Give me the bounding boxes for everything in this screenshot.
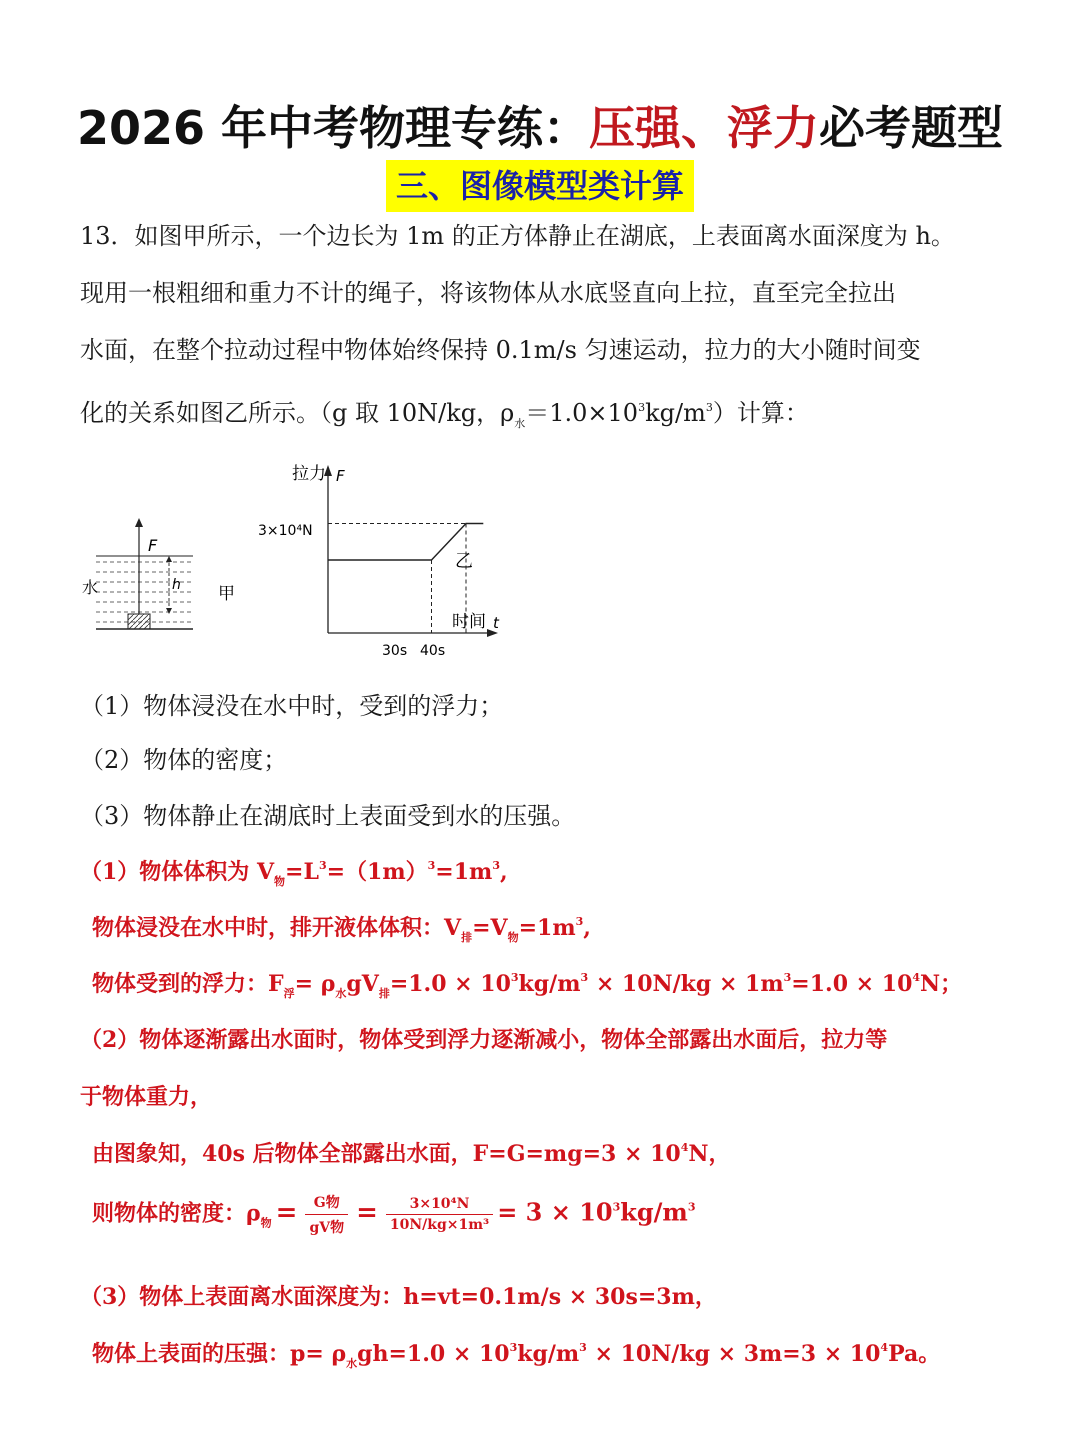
y-tick-label: 3×10⁴N: [258, 523, 313, 539]
fraction-density-values: $\frac{\text{3×10⁴N}}{\text{10N/kg×1m³}}$: [386, 1196, 493, 1233]
figure-b-chart: [250, 455, 530, 665]
question-line-4: 化的关系如图乙所示。（g 取 10N/kg，$\rho_水=1.0\times 10^3kg/m^3$）计算：: [80, 399, 809, 430]
answer-2-line-2: 于物体重力，: [80, 1084, 213, 1110]
title-part3: 必考题型: [819, 101, 1004, 155]
section-heading: 三、图像模型类计算: [386, 160, 694, 212]
x-axis-symbol: t: [493, 614, 499, 632]
title-part1: 2026 年中考物理专练：: [76, 101, 590, 155]
question-line-3: 水面，在整个拉动过程中物体始终保持 0.1m/s 匀速运动，拉力的大小随时间变: [80, 336, 921, 364]
answer-3-line-1: （3）物体上表面离水面深度为：h=vt=0.1m/s × 30s=3m，: [80, 1284, 717, 1310]
page-title: [0, 92, 1080, 158]
x-tick-label-30s: 30s: [382, 643, 408, 659]
question-line-1: 13．如图甲所示，一个边长为 1m 的正方体静止在湖底，上表面离水面深度为 h。: [80, 222, 955, 250]
figure-a-caption: 甲: [218, 584, 235, 604]
cube: [128, 614, 150, 629]
sub-question-2: （2）物体的密度；: [80, 746, 288, 774]
water-label: 水: [82, 578, 99, 597]
answer-2-line-1: （2）物体逐渐露出水面时，物体受到浮力逐渐减小，物体全部露出水面后，拉力等: [80, 1027, 888, 1053]
force-arrow-icon: [135, 518, 143, 527]
x-tick-label-40s: 40s: [420, 643, 446, 659]
question-line-2: 现用一根粗细和重力不计的绳子，将该物体从水底竖直向上拉，直至完全拉出: [80, 279, 896, 307]
answer-2-line-3: 由图象知，40s 后物体全部露出水面，$F=G=mg=3 \times 10^4N$，: [92, 1141, 731, 1167]
title-highlight: 压强、浮力: [589, 101, 820, 155]
fraction-density-formula: $\frac{\text{G物}}{\text{gV物}}$: [305, 1192, 348, 1237]
force-label: F: [148, 536, 158, 555]
answer-1-line-1: （1）物体体积为 $V_物=L^3=(1m)^3=1m^3$,: [80, 859, 508, 888]
figure-a: [78, 515, 258, 645]
y-axis-label: 拉力: [292, 464, 326, 484]
answer-1-line-3: 物体受到的浮力：$F_浮= \rho_水gV_排=1.0 \times 10^3kg/m^3 \times 10N/kg \times 1m^3=1.0 \times 10^4N$；: [92, 971, 963, 1000]
y-axis-symbol: F: [336, 467, 345, 485]
x-axis-label: 时间: [452, 612, 486, 632]
depth-label: h: [172, 577, 181, 593]
answer-2-line-4: 则物体的密度：$\rho_物$ = $\frac{\text{G物}}{\text{gV物}}$ = $\frac{\text{3×10⁴N}}{\text{10N/kg×1m³}}$ = $3 \times 10^3kg/m^3$: [92, 1192, 1032, 1237]
answer-3-line-2: 物体上表面的压强：$p= \rho_水gh=1.0 \times 10^3kg/m^3 \times 10N/kg \times 3m=3 \times 10^4Pa$。: [92, 1341, 941, 1370]
figure-b-caption: 乙: [455, 551, 473, 572]
sub-question-3: （3）物体静止在湖底时上表面受到水的压强。: [80, 802, 576, 830]
question-text: [80, 208, 1010, 436]
sub-question-1: （1）物体浸没在水中时，受到的浮力；: [80, 692, 504, 720]
answer-1-line-2: 物体浸没在水中时，排开液体体积：$V_排=V_物=1m^3$,: [92, 915, 591, 944]
